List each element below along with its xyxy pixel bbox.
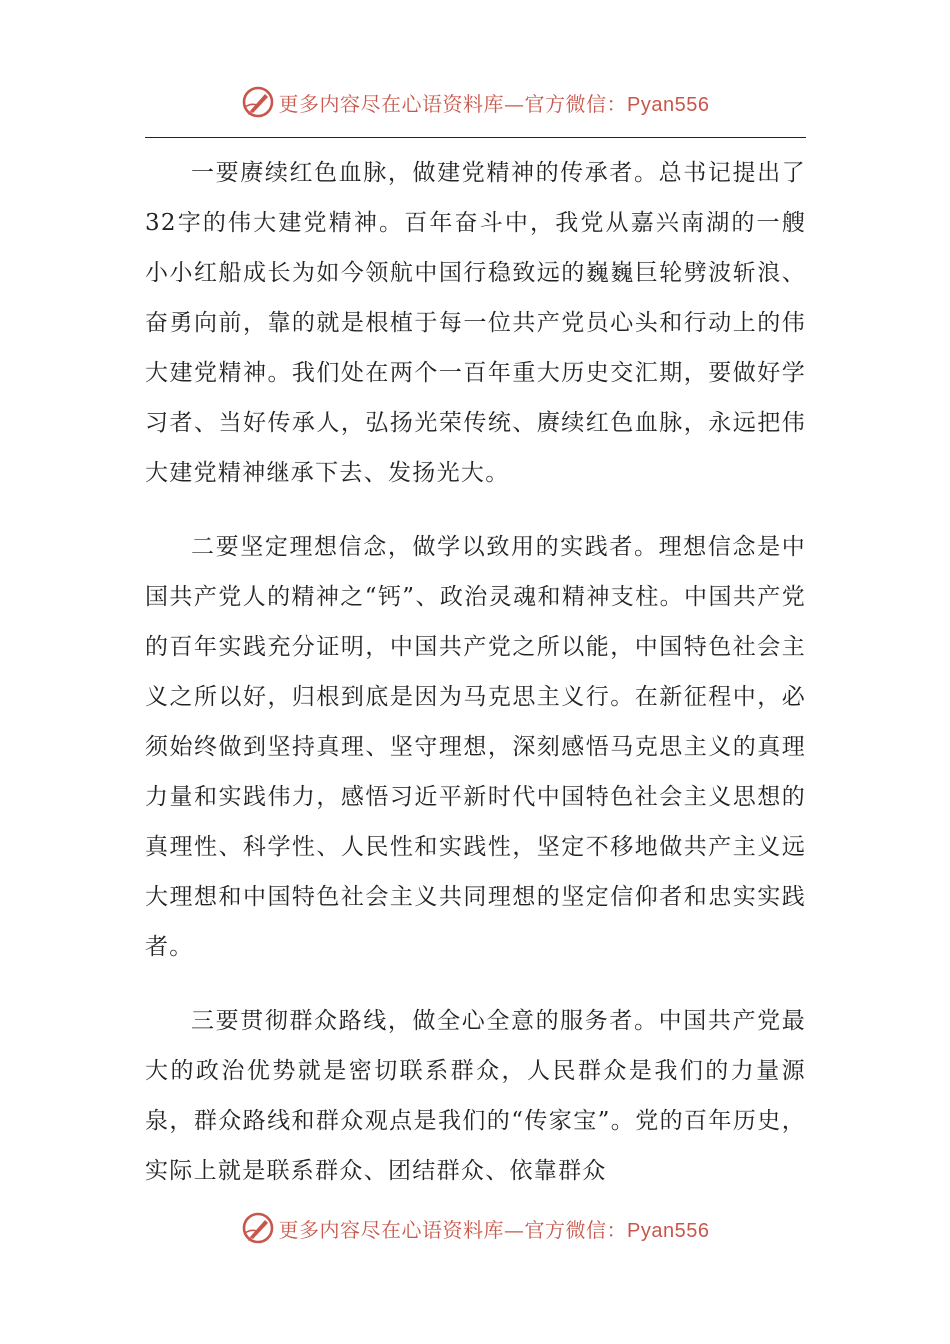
paragraph-1: 一要赓续红色血脉，做建党精神的传承者。总书记提出了32字的伟大建党精神。百年奋斗中，我党从嘉兴南湖的一艘小小红船成长为如今领航中国行稳致远的巍巍巨轮劈波斩浪、奋勇向前，靠的就是根植于每一位共产党员心头和行动上的伟大建党精神。我们处在两个一百年重大历史交汇期，要做好学习者、当好传承人，弘扬光荣传统、赓续红色血脉，永远把伟大建党精神继承下去、发扬光大。	[145, 160, 806, 486]
footer-banner-text	[279, 1214, 710, 1243]
header-banner-text	[279, 88, 710, 117]
header-banner-label: 更多内容尽在心语资料库—官方微信：	[278, 91, 628, 116]
pen-circle-logo-icon	[241, 1211, 275, 1245]
document-body	[145, 148, 806, 1196]
pen-circle-logo-icon	[241, 85, 275, 119]
header-wechat-id: Pyan556	[627, 93, 710, 116]
header-banner	[0, 82, 950, 122]
paragraph-2: 二要坚定理想信念，做学以致用的实践者。理想信念是中国共产党人的精神之“钙”、政治灵魂和精神支柱。中国共产党的百年实践充分证明，中国共产党之所以能，中国特色社会主义之所以好，归根到底是因为马克思主义行。在新征程中，必须始终做到坚持真理、坚守理想，深刻感悟马克思主义的真理力量和实践伟力，感悟习近平新时代中国特色社会主义思想的真理性、科学性、人民性和实践性，坚定不移地做共产主义远大理想和中国特色社会主义共同理想的坚定信仰者和忠实实践者。	[145, 534, 806, 960]
footer-wechat-id: Pyan556	[627, 1219, 710, 1242]
header-divider	[145, 137, 806, 138]
footer-banner-label: 更多内容尽在心语资料库—官方微信：	[278, 1217, 628, 1242]
footer-banner	[0, 1208, 950, 1248]
paragraph-3: 三要贯彻群众路线，做全心全意的服务者。中国共产党最大的政治优势就是密切联系群众，人民群众是我们的力量源泉，群众路线和群众观点是我们的“传家宝”。党的百年历史，实际上就是联系群众、团结群众、依靠群众	[145, 1008, 806, 1184]
